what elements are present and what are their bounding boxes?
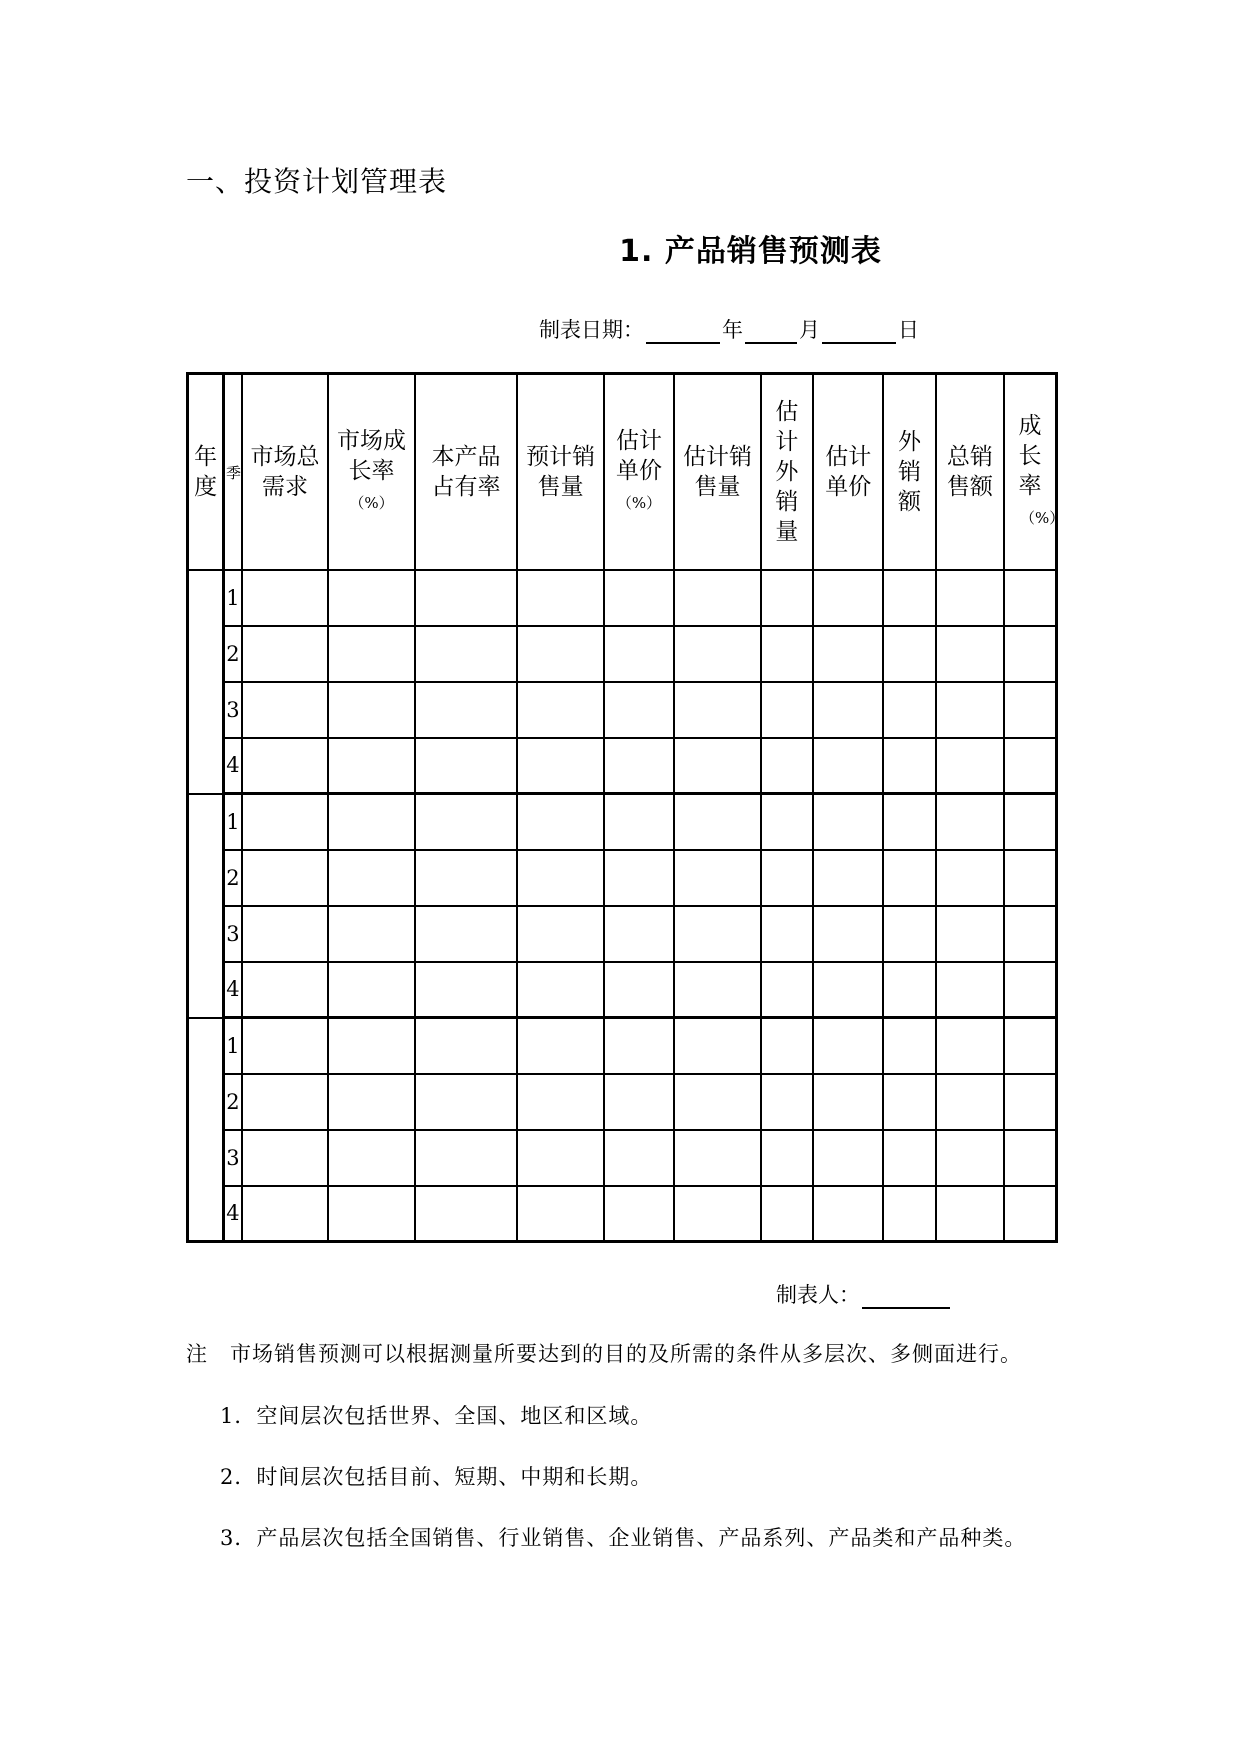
data-cell[interactable]	[936, 570, 1004, 626]
quarter-cell: 1	[224, 1018, 242, 1074]
date-line	[539, 314, 919, 344]
data-cell[interactable]	[883, 850, 935, 906]
year-cell[interactable]	[188, 1018, 224, 1242]
quarter-cell: 3	[224, 906, 242, 962]
data-cell[interactable]	[674, 794, 760, 850]
data-cell[interactable]	[813, 962, 883, 1018]
data-cell[interactable]	[883, 1186, 935, 1242]
data-cell[interactable]	[415, 1130, 518, 1186]
year-label: 年	[722, 318, 743, 342]
data-cell[interactable]	[936, 738, 1004, 794]
data-cell[interactable]	[517, 1130, 603, 1186]
day-blank[interactable]	[822, 320, 896, 344]
data-cell[interactable]	[604, 962, 674, 1018]
data-cell[interactable]	[1004, 626, 1056, 682]
data-cell[interactable]	[1004, 1018, 1056, 1074]
data-cell[interactable]	[674, 850, 760, 906]
quarter-cell: 1	[224, 794, 242, 850]
data-cell[interactable]	[415, 682, 518, 738]
data-cell[interactable]	[883, 1018, 935, 1074]
data-cell[interactable]	[242, 570, 328, 626]
data-cell[interactable]	[761, 1018, 813, 1074]
data-cell[interactable]	[1004, 794, 1056, 850]
data-cell[interactable]	[1004, 682, 1056, 738]
data-cell[interactable]	[415, 738, 518, 794]
data-cell[interactable]	[415, 1018, 518, 1074]
data-cell[interactable]	[883, 570, 935, 626]
data-cell[interactable]	[813, 1018, 883, 1074]
data-cell[interactable]	[517, 738, 603, 794]
table-row	[188, 906, 1057, 962]
year-cell[interactable]	[188, 570, 224, 794]
month-label: 月	[799, 318, 820, 342]
data-cell[interactable]	[761, 626, 813, 682]
data-cell[interactable]	[883, 962, 935, 1018]
data-cell[interactable]	[328, 682, 414, 738]
data-cell[interactable]	[242, 850, 328, 906]
data-cell[interactable]	[517, 1186, 603, 1242]
data-cell[interactable]	[415, 1186, 518, 1242]
data-cell[interactable]	[604, 1018, 674, 1074]
data-cell[interactable]	[674, 906, 760, 962]
data-cell[interactable]	[674, 738, 760, 794]
quarter-cell: 2	[224, 1074, 242, 1130]
data-cell[interactable]	[813, 850, 883, 906]
data-cell[interactable]	[415, 906, 518, 962]
data-cell[interactable]	[242, 682, 328, 738]
data-cell[interactable]	[517, 682, 603, 738]
data-cell[interactable]	[604, 850, 674, 906]
data-cell[interactable]	[761, 962, 813, 1018]
data-cell[interactable]	[517, 850, 603, 906]
note-item: 2．时间层次包括目前、短期、中期和长期。	[220, 1465, 653, 1489]
data-cell[interactable]	[936, 850, 1004, 906]
day-label: 日	[898, 318, 919, 342]
maker-label: 制表人：	[776, 1283, 860, 1307]
table-row	[188, 1186, 1057, 1242]
table-header-row	[188, 374, 1057, 570]
header-market-demand: 市场总需求	[242, 374, 328, 570]
data-cell[interactable]	[242, 906, 328, 962]
data-cell[interactable]	[936, 794, 1004, 850]
note-intro: 注 市场销售预测可以根据测量所要达到的目的及所需的条件从多层次、多侧面进行。	[186, 1342, 1022, 1366]
data-cell[interactable]	[883, 1130, 935, 1186]
data-cell[interactable]	[242, 794, 328, 850]
data-cell[interactable]	[604, 906, 674, 962]
date-label: 制表日期：	[539, 318, 644, 342]
data-cell[interactable]	[883, 626, 935, 682]
data-cell[interactable]	[242, 626, 328, 682]
header-est-export: 估计外销量	[761, 374, 813, 570]
data-cell[interactable]	[415, 962, 518, 1018]
data-cell[interactable]	[415, 850, 518, 906]
data-cell[interactable]	[328, 1018, 414, 1074]
data-cell[interactable]	[1004, 570, 1056, 626]
header-export-amount: 外销额	[883, 374, 935, 570]
data-cell[interactable]	[517, 626, 603, 682]
data-cell[interactable]	[883, 906, 935, 962]
data-cell[interactable]	[813, 626, 883, 682]
data-cell[interactable]	[517, 1018, 603, 1074]
data-cell[interactable]	[936, 1130, 1004, 1186]
data-cell[interactable]	[674, 626, 760, 682]
data-cell[interactable]	[761, 682, 813, 738]
data-cell[interactable]	[242, 738, 328, 794]
data-cell[interactable]	[604, 570, 674, 626]
data-cell[interactable]	[936, 1186, 1004, 1242]
data-cell[interactable]	[328, 738, 414, 794]
data-cell[interactable]	[883, 794, 935, 850]
data-cell[interactable]	[761, 570, 813, 626]
quarter-cell: 2	[224, 850, 242, 906]
data-cell[interactable]	[936, 1074, 1004, 1130]
data-cell[interactable]	[674, 1186, 760, 1242]
data-cell[interactable]	[813, 906, 883, 962]
data-cell[interactable]	[936, 1018, 1004, 1074]
data-cell[interactable]	[328, 1186, 414, 1242]
data-cell[interactable]	[604, 1074, 674, 1130]
data-cell[interactable]	[242, 1018, 328, 1074]
header-year: 年度	[188, 374, 224, 570]
data-cell[interactable]	[242, 962, 328, 1018]
data-cell[interactable]	[1004, 1074, 1056, 1130]
table-row	[188, 626, 1057, 682]
table-body	[188, 570, 1057, 1242]
table-row	[188, 682, 1057, 738]
table-row	[188, 570, 1057, 626]
data-cell[interactable]	[936, 682, 1004, 738]
data-cell[interactable]	[242, 1074, 328, 1130]
data-cell[interactable]	[328, 570, 414, 626]
data-cell[interactable]	[883, 682, 935, 738]
data-cell[interactable]	[604, 626, 674, 682]
header-total-sales: 总销售额	[936, 374, 1004, 570]
section-heading: 一、投资计划管理表	[186, 165, 448, 198]
data-cell[interactable]	[761, 1130, 813, 1186]
data-cell[interactable]	[674, 1074, 760, 1130]
data-cell[interactable]	[415, 1074, 518, 1130]
data-cell[interactable]	[604, 738, 674, 794]
year-blank[interactable]	[646, 320, 720, 344]
data-cell[interactable]	[761, 738, 813, 794]
data-cell[interactable]	[674, 1130, 760, 1186]
data-cell[interactable]	[936, 962, 1004, 1018]
data-cell[interactable]	[604, 794, 674, 850]
note-item: 1．空间层次包括世界、全国、地区和区域。	[220, 1404, 653, 1428]
data-cell[interactable]	[415, 794, 518, 850]
table-row	[188, 738, 1057, 794]
quarter-cell: 3	[224, 1130, 242, 1186]
data-cell[interactable]	[813, 570, 883, 626]
header-est-unit-price: 估计单价	[813, 374, 883, 570]
note-item: 3．产品层次包括全国销售、行业销售、企业销售、产品系列、产品类和产品种类。	[220, 1526, 1027, 1550]
data-cell[interactable]	[517, 1074, 603, 1130]
quarter-cell: 2	[224, 626, 242, 682]
quarter-cell: 4	[224, 962, 242, 1018]
data-cell[interactable]	[328, 1130, 414, 1186]
data-cell[interactable]	[761, 794, 813, 850]
data-cell[interactable]	[415, 570, 518, 626]
data-cell[interactable]	[813, 794, 883, 850]
data-cell[interactable]	[328, 906, 414, 962]
table-row	[188, 1074, 1057, 1130]
header-est-sales: 估计销售量	[674, 374, 760, 570]
data-cell[interactable]	[761, 1186, 813, 1242]
data-cell[interactable]	[761, 850, 813, 906]
month-blank[interactable]	[745, 320, 797, 344]
data-cell[interactable]	[936, 906, 1004, 962]
data-cell[interactable]	[517, 962, 603, 1018]
data-cell[interactable]	[761, 1074, 813, 1130]
header-forecast-sales: 预计销售量	[517, 374, 603, 570]
data-cell[interactable]	[674, 682, 760, 738]
table-row	[188, 1130, 1057, 1186]
year-cell[interactable]	[188, 794, 224, 1018]
data-cell[interactable]	[674, 962, 760, 1018]
data-cell[interactable]	[883, 1074, 935, 1130]
data-cell[interactable]	[328, 794, 414, 850]
data-cell[interactable]	[517, 906, 603, 962]
data-cell[interactable]	[604, 1130, 674, 1186]
data-cell[interactable]	[883, 738, 935, 794]
header-est-price: 估计单价 （%）	[604, 374, 674, 570]
data-cell[interactable]	[1004, 738, 1056, 794]
data-cell[interactable]	[1004, 962, 1056, 1018]
header-quarter: 季	[224, 374, 242, 570]
data-cell[interactable]	[328, 626, 414, 682]
data-cell[interactable]	[936, 626, 1004, 682]
data-cell[interactable]	[604, 682, 674, 738]
quarter-cell: 4	[224, 738, 242, 794]
table-row	[188, 794, 1057, 850]
data-cell[interactable]	[242, 1130, 328, 1186]
maker-line	[776, 1279, 952, 1309]
quarter-cell: 3	[224, 682, 242, 738]
data-cell[interactable]	[242, 1186, 328, 1242]
data-cell[interactable]	[328, 850, 414, 906]
data-cell[interactable]	[1004, 906, 1056, 962]
sales-forecast-table	[186, 372, 1065, 1243]
data-cell[interactable]	[674, 570, 760, 626]
header-growth-rate: 成长率 （%）	[1004, 374, 1056, 570]
data-cell[interactable]	[761, 906, 813, 962]
data-cell[interactable]	[1004, 850, 1056, 906]
data-cell[interactable]	[813, 1186, 883, 1242]
data-cell[interactable]	[1004, 1186, 1056, 1242]
page-title: 1. 产品销售预测表	[619, 234, 882, 269]
data-cell[interactable]	[517, 570, 603, 626]
data-cell[interactable]	[415, 626, 518, 682]
quarter-cell: 4	[224, 1186, 242, 1242]
data-cell[interactable]	[813, 682, 883, 738]
data-cell[interactable]	[1004, 1130, 1056, 1186]
header-market-growth: 市场成长率 （%）	[328, 374, 414, 570]
data-cell[interactable]	[328, 1074, 414, 1130]
header-market-share: 本产品占有率	[415, 374, 518, 570]
maker-blank[interactable]	[862, 1285, 950, 1309]
data-cell[interactable]	[813, 1130, 883, 1186]
quarter-cell: 1	[224, 570, 242, 626]
table-row	[188, 850, 1057, 906]
table-row	[188, 962, 1057, 1018]
data-cell[interactable]	[517, 794, 603, 850]
data-cell[interactable]	[328, 962, 414, 1018]
data-cell[interactable]	[813, 738, 883, 794]
table-row	[188, 1018, 1057, 1074]
data-cell[interactable]	[674, 1018, 760, 1074]
data-cell[interactable]	[604, 1186, 674, 1242]
data-cell[interactable]	[813, 1074, 883, 1130]
